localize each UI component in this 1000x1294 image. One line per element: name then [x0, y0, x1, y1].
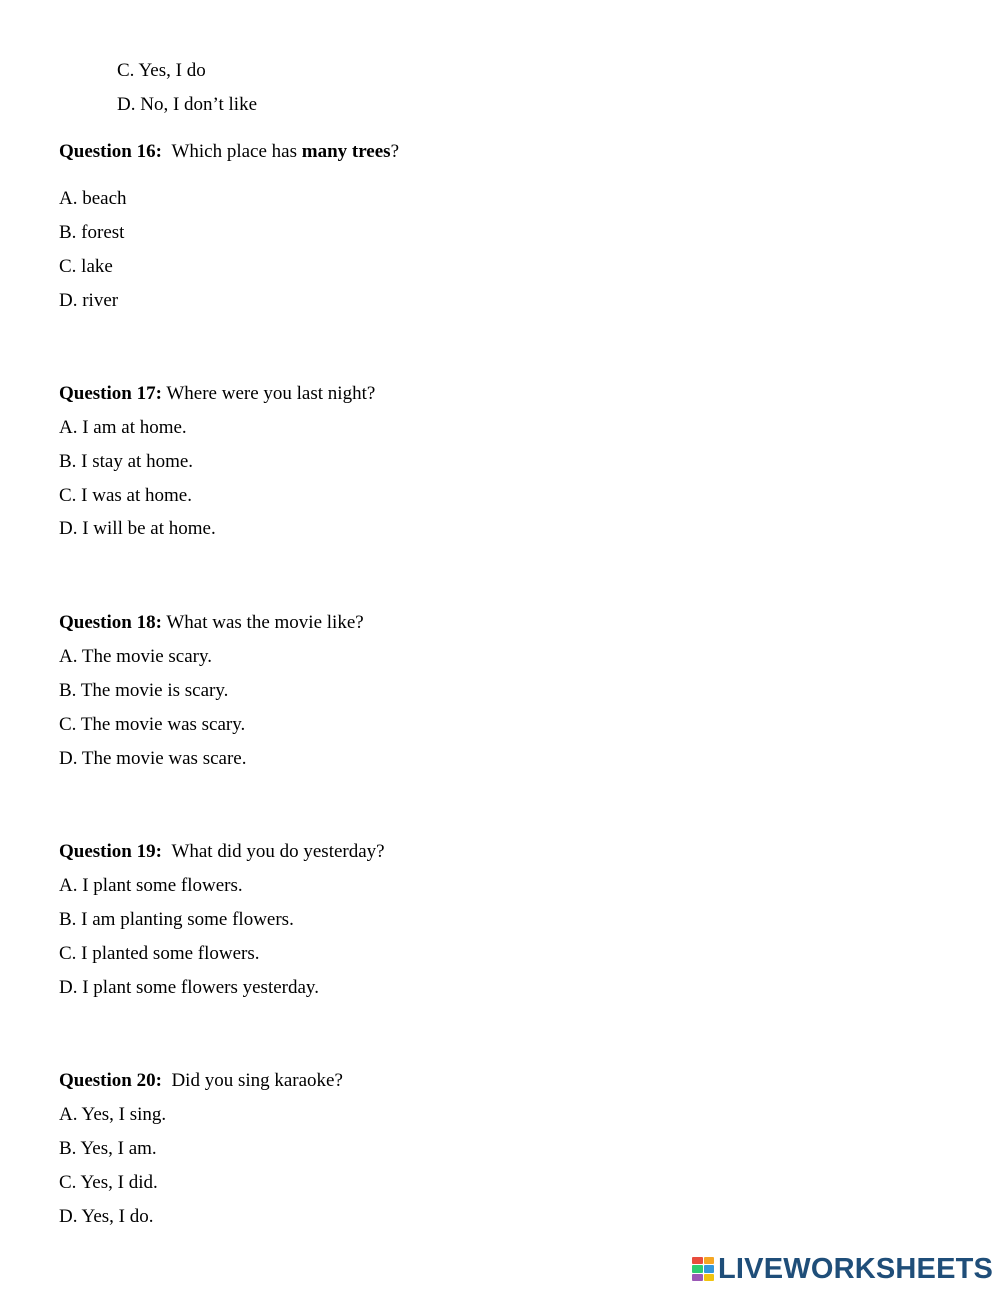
- option[interactable]: C. The movie was scary.: [59, 714, 246, 735]
- logo-block: [692, 1257, 703, 1264]
- prev-option-d: D. No, I don’t like: [117, 94, 258, 115]
- option[interactable]: B. I stay at home.: [59, 451, 194, 472]
- option[interactable]: B. forest: [59, 222, 125, 243]
- question-text: What was the movie like?: [166, 612, 364, 633]
- question-text: Where were you last night?: [166, 383, 376, 404]
- option[interactable]: A. Yes, I sing.: [59, 1104, 167, 1125]
- prev-option-c: C. Yes, I do: [117, 60, 206, 81]
- option[interactable]: A. beach: [59, 188, 127, 209]
- option[interactable]: D. Yes, I do.: [59, 1206, 154, 1227]
- question-text-bold: many trees: [301, 141, 391, 162]
- option[interactable]: C. I was at home.: [59, 485, 192, 506]
- option[interactable]: A. I plant some flowers.: [59, 875, 243, 896]
- option[interactable]: A. The movie scary.: [59, 646, 213, 667]
- option[interactable]: B. I am planting some flowers.: [59, 909, 294, 930]
- question-label: Question 20:: [59, 1070, 162, 1091]
- question-label: Question 16:: [59, 141, 162, 162]
- question-text: What did you do yesterday?: [171, 841, 385, 862]
- logo-text: LIVEWORKSHEETS: [718, 1252, 994, 1285]
- option[interactable]: D. river: [59, 290, 119, 311]
- option[interactable]: D. The movie was scare.: [59, 748, 247, 769]
- liveworksheets-logo: [692, 1254, 993, 1284]
- option[interactable]: A. I am at home.: [59, 417, 187, 438]
- question-16: [59, 141, 399, 163]
- question-text-end: ?: [390, 141, 400, 162]
- question-20: [59, 1070, 343, 1092]
- option[interactable]: B. Yes, I am.: [59, 1138, 157, 1159]
- option[interactable]: D. I plant some flowers yesterday.: [59, 977, 319, 998]
- question-label: Question 18:: [59, 612, 162, 633]
- question-text: Did you sing karaoke?: [171, 1070, 343, 1091]
- logo-block: [692, 1265, 703, 1272]
- option[interactable]: D. I will be at home.: [59, 518, 216, 539]
- logo-block: [704, 1274, 715, 1281]
- option[interactable]: B. The movie is scary.: [59, 680, 229, 701]
- question-18: [59, 612, 364, 634]
- option[interactable]: C. lake: [59, 256, 113, 277]
- option[interactable]: C. Yes, I did.: [59, 1172, 158, 1193]
- question-17: [59, 383, 375, 405]
- question-label: Question 17:: [59, 383, 162, 404]
- question-label: Question 19:: [59, 841, 162, 862]
- question-19: [59, 841, 385, 863]
- question-text: Which place has: [171, 141, 302, 162]
- logo-block: [704, 1265, 715, 1272]
- logo-block: [704, 1257, 715, 1264]
- option[interactable]: C. I planted some flowers.: [59, 943, 260, 964]
- logo-mark-icon: [692, 1257, 714, 1281]
- logo-block: [692, 1274, 703, 1281]
